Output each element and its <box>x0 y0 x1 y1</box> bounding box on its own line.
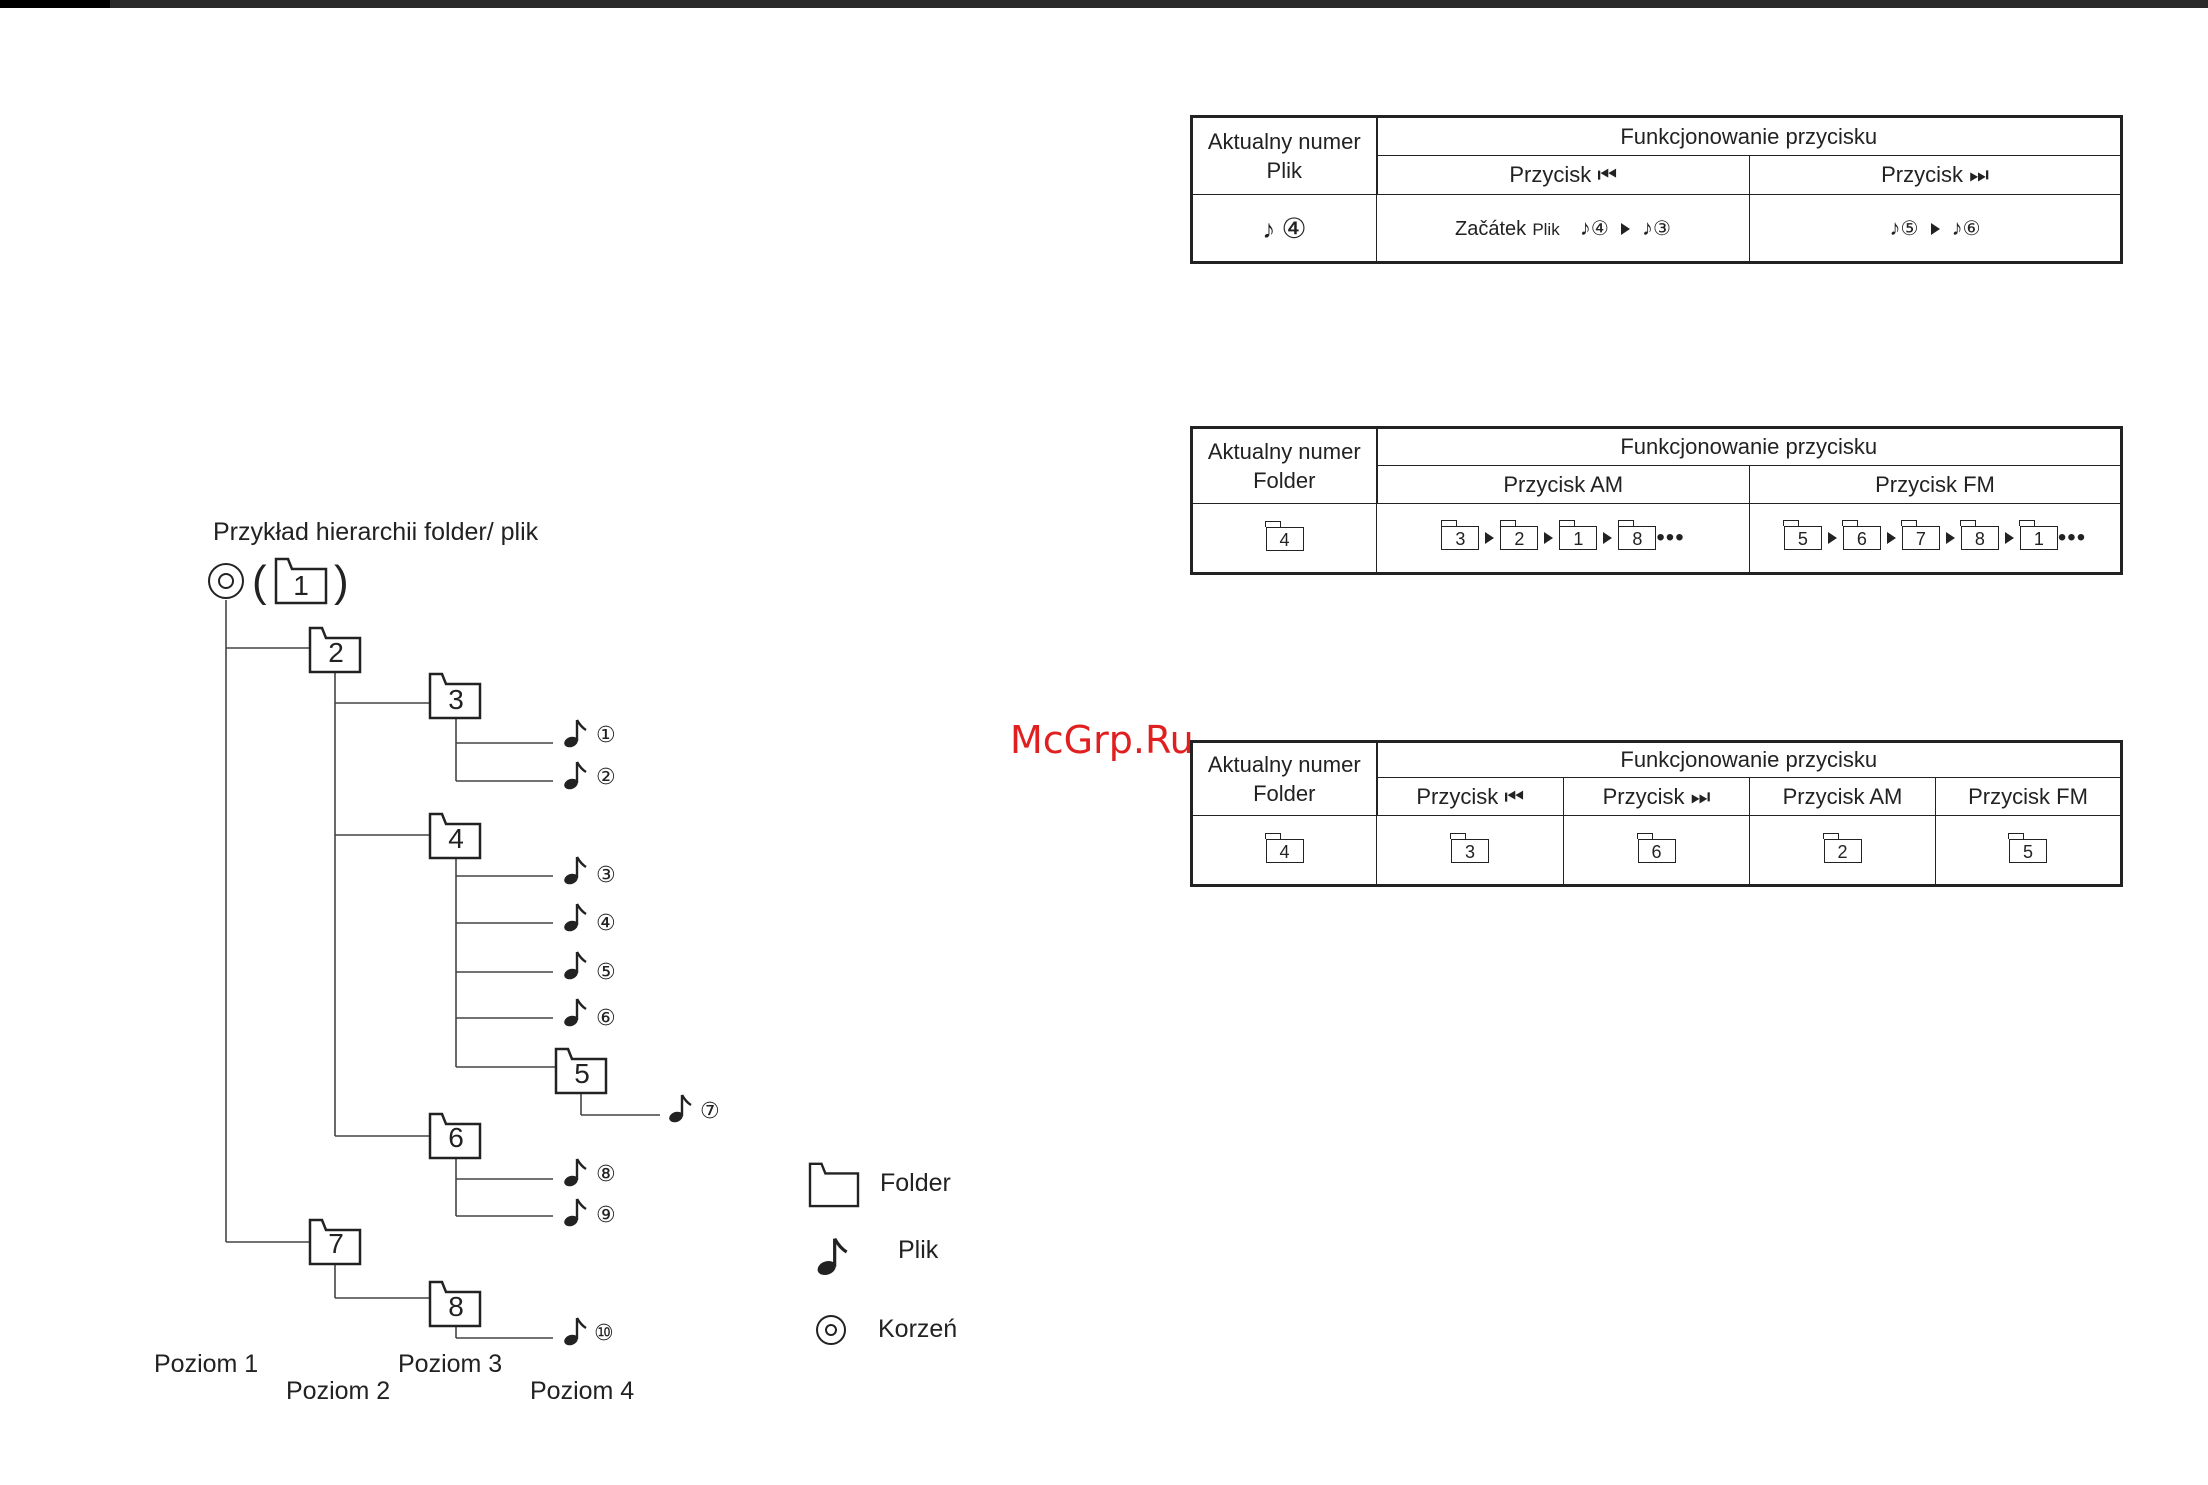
t3-prev-value <box>1377 816 1564 886</box>
file-icon-3 <box>563 857 586 886</box>
table-folder-am-fm <box>1190 426 2123 575</box>
file-icon-1 <box>563 720 586 749</box>
file-icon-2 <box>563 762 586 791</box>
t1-header-current: Aktualny numer Plik <box>1192 117 1377 195</box>
diagram-title: Przykład hierarchii folder/ plik <box>213 518 539 546</box>
legend-folder-label: Folder <box>880 1169 951 1197</box>
hierarchy-diagram <box>0 0 1000 1485</box>
legend-file-label: Plik <box>898 1236 939 1264</box>
t3-header-prev: Przycisk ⏮ <box>1377 778 1564 816</box>
t2-am-seq-3: 8 <box>1618 526 1656 550</box>
t1-prev-start: Začátek <box>1455 218 1527 240</box>
root-paren-close: ) <box>334 557 349 606</box>
t1-current-file-num: ④ <box>1281 212 1307 244</box>
t2-fm-seq-1: 6 <box>1843 526 1881 550</box>
arrow-icon <box>1828 532 1837 544</box>
t1-prev-value <box>1377 195 1750 263</box>
t1-next-seq-0: ⑤ <box>1900 218 1919 240</box>
note-icon: ♪ <box>1951 215 1963 240</box>
file-label-4: ④ <box>596 910 616 935</box>
note-icon: ♪ <box>1889 215 1901 240</box>
t3-am-value <box>1750 816 1936 886</box>
t1-header-prev: Przycisk ⏮ <box>1377 156 1750 195</box>
level-4-label: Poziom 4 <box>530 1377 635 1405</box>
file-label-5: ⑤ <box>596 959 616 984</box>
t3-prev-folder-icon: 3 <box>1451 839 1489 863</box>
file-label-1: ① <box>596 722 616 747</box>
t3-header-next: Przycisk ⏭ <box>1564 778 1750 816</box>
t2-current-folder-icon: 4 <box>1266 527 1304 551</box>
file-icon-9 <box>563 1199 586 1228</box>
t2-am-value <box>1377 504 1750 574</box>
legend-root-label: Korzeń <box>878 1315 958 1343</box>
note-icon: ♪ <box>1642 215 1654 240</box>
folder-label-7: 7 <box>328 1228 344 1259</box>
folder-label-1: 1 <box>293 570 309 601</box>
folder-label-5: 5 <box>574 1058 590 1089</box>
file-label-6: ⑥ <box>596 1005 616 1030</box>
file-icon-5 <box>563 952 586 981</box>
t1-next-value <box>1750 195 2122 263</box>
t1-next-seq-1: ⑥ <box>1962 218 1981 240</box>
table-file-skip <box>1190 115 2123 264</box>
t2-am-seq-1: 2 <box>1500 526 1538 550</box>
file-icon-6 <box>563 999 586 1028</box>
file-label-10: ⑩ <box>594 1320 614 1345</box>
t2-fm-seq-3: 8 <box>1961 526 1999 550</box>
level-2-label: Poziom 2 <box>286 1377 391 1405</box>
watermark: McGrp.Ru <box>1010 718 1194 762</box>
arrow-icon <box>2005 532 2014 544</box>
t3-am-folder-icon: 2 <box>1824 839 1862 863</box>
arrow-icon <box>1931 223 1940 235</box>
t3-header-current: Aktualny numer Folder <box>1192 742 1377 816</box>
t1-header-function: Funkcjonowanie przycisku <box>1377 117 2122 156</box>
arrow-icon <box>1621 223 1630 235</box>
file-label-2: ② <box>596 764 616 789</box>
file-icon-8 <box>563 1159 586 1188</box>
t2-header-current: Aktualny numer Folder <box>1192 428 1377 504</box>
t2-fm-seq-2: 7 <box>1902 526 1940 550</box>
legend-file-icon <box>816 1239 847 1278</box>
root-icon <box>209 564 243 598</box>
t1-header-next: Przycisk ⏭ <box>1750 156 2122 195</box>
t2-fm-ellipsis: ••• <box>2057 524 2087 552</box>
level-3-label: Poziom 3 <box>398 1350 503 1378</box>
t2-am-ellipsis: ••• <box>1656 524 1685 552</box>
file-label-8: ⑧ <box>596 1161 616 1186</box>
t1-prev-seq-1: ③ <box>1653 218 1671 240</box>
t2-am-seq-0: 3 <box>1441 526 1479 550</box>
t2-header-am: Przycisk AM <box>1377 466 1750 504</box>
t2-header-function: Funkcjonowanie przycisku <box>1377 428 2122 466</box>
note-icon: ♪ <box>1579 215 1591 240</box>
arrow-icon <box>1544 532 1553 544</box>
arrow-icon <box>1603 532 1612 544</box>
file-icon-4 <box>563 904 586 933</box>
arrow-icon <box>1946 532 1955 544</box>
folder-label-6: 6 <box>448 1122 464 1153</box>
file-label-3: ③ <box>596 862 616 887</box>
t2-header-fm: Przycisk FM <box>1750 466 2122 504</box>
t3-next-folder-icon: 6 <box>1638 839 1676 863</box>
t3-next-value <box>1564 816 1750 886</box>
t2-fm-seq-0: 5 <box>1784 526 1822 550</box>
t1-current-file <box>1192 195 1377 263</box>
folder-label-4: 4 <box>448 823 464 854</box>
t3-header-fm: Przycisk FM <box>1936 778 2122 816</box>
t2-current-folder <box>1192 504 1377 574</box>
t1-prev-plik: Plik <box>1532 220 1560 239</box>
file-icon-7 <box>668 1095 691 1124</box>
t2-am-seq-2: 1 <box>1559 526 1597 550</box>
note-icon: ♪ <box>1262 213 1276 244</box>
file-label-7: ⑦ <box>700 1098 720 1123</box>
t3-header-function: Funkcjonowanie przycisku <box>1377 742 2122 778</box>
arrow-icon <box>1485 532 1494 544</box>
level-1-label: Poziom 1 <box>154 1350 259 1378</box>
t3-current-folder <box>1192 816 1377 886</box>
t2-fm-seq-4: 1 <box>2020 526 2058 550</box>
t3-fm-folder-icon: 5 <box>2009 839 2047 863</box>
folder-label-2: 2 <box>328 637 344 668</box>
t3-current-folder-icon: 4 <box>1266 839 1304 863</box>
table-folder-all-buttons <box>1190 740 2123 887</box>
legend-root-icon <box>817 1316 845 1344</box>
folder-label-3: 3 <box>448 684 464 715</box>
t3-fm-value <box>1936 816 2122 886</box>
t3-header-am: Przycisk AM <box>1750 778 1936 816</box>
file-label-9: ⑨ <box>596 1202 616 1227</box>
file-icon-10 <box>563 1318 586 1347</box>
legend-folder-icon <box>810 1164 858 1206</box>
t1-prev-seq-0: ④ <box>1590 218 1609 240</box>
t2-fm-value <box>1750 504 2122 574</box>
arrow-icon <box>1887 532 1896 544</box>
root-paren-open: ( <box>252 557 267 606</box>
folder-label-8: 8 <box>448 1291 464 1322</box>
